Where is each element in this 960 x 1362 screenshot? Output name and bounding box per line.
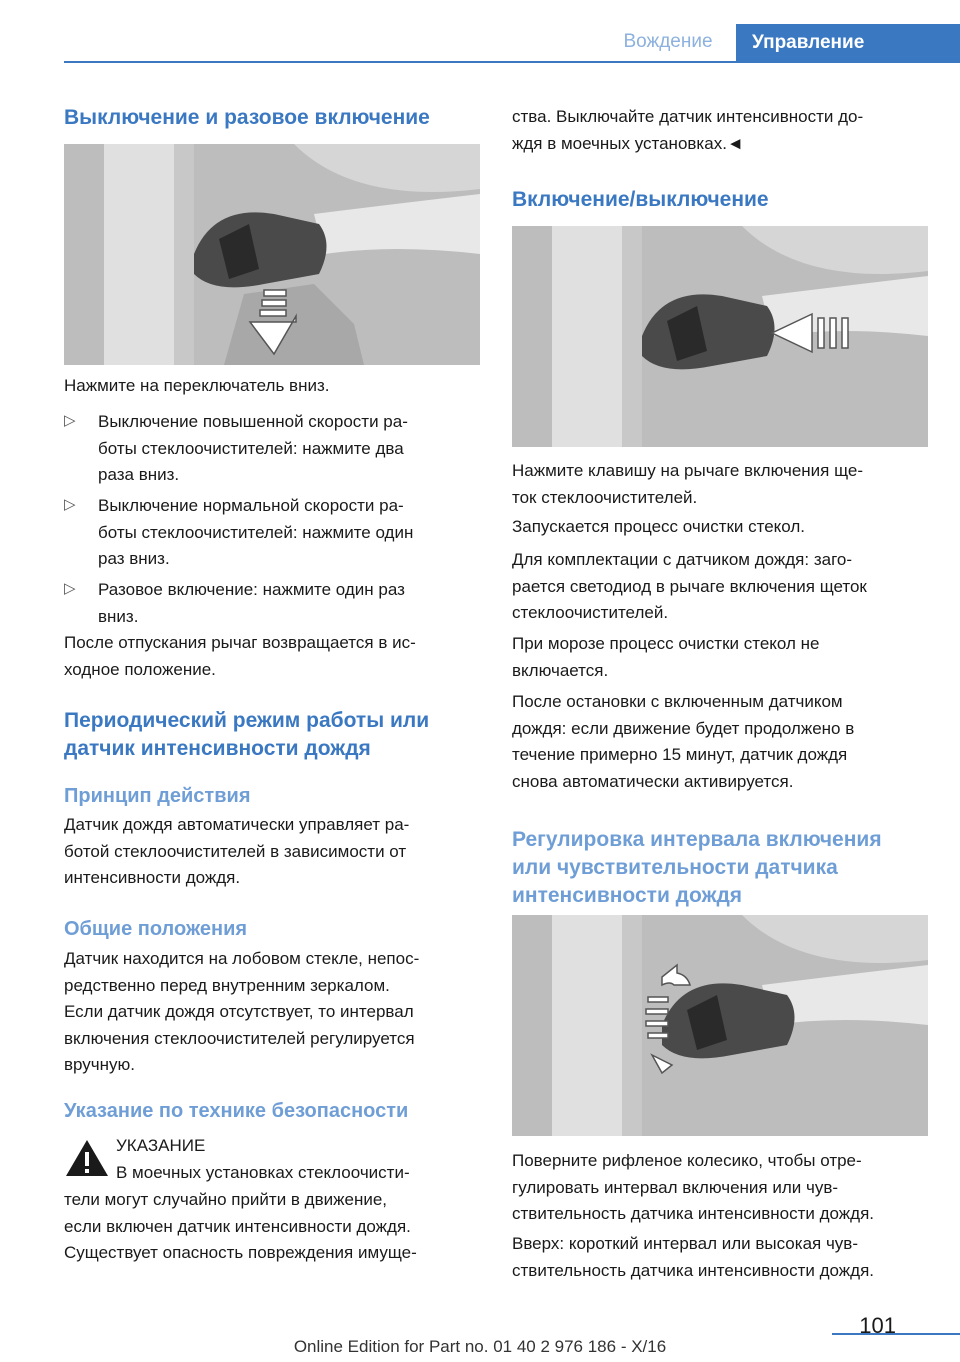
text-press-button: Нажмите клавишу на рычаге включения ще- ток стеклоочистителей. [512,461,863,507]
list-item-line: боты стеклоочистителей: нажмите два [98,438,404,458]
heading-interval-mode: Периодический режим работы или датчик интенсивности дождя [64,709,430,760]
heading-safety: Указание по технике безопасности [64,1100,409,1122]
text-principle: Датчик дождя автоматически управляет ра- ботой стеклоочистителей в зависимости от интенсивности дождя. [64,815,410,887]
text-continuation: ства. Выключайте датчик интенсивности до- ждя в моечных установках.◄ [512,107,864,153]
warning-text: тели могут случайно прийти в движение, если включен датчик интенсивности дождя. Существует опасность повреждения имуще- [64,1190,417,1262]
heading-general: Общие положения [64,918,248,940]
photo-lever-button [512,226,928,447]
list-item [64,409,480,489]
header-divider [64,61,960,63]
list-item-line: раза вниз. [98,465,180,484]
bullet-icon: ▷ [64,496,76,513]
text-cleaning-starts: Запускается процесс очистки стекол. [512,517,806,536]
footer-edition: Online Edition for Part no. 01 40 2 976 186 - X/16 [293,1337,667,1356]
list-item-line: Выключение нормальной скорости ра- [98,496,404,515]
heading-principle: Принцип действия [64,785,251,807]
photo-lever-wheel [512,915,928,1136]
text-after-stop: После остановки с включенным датчиком дождя: если движение будет продолжено в течение примерно 15 минут, датчик дождя снова автоматически активируется. [512,692,855,791]
text-up: Вверх: короткий интервал или высокая чув- ствительность датчика интенсивности дождя. [512,1234,875,1280]
photo-lever-push-down [64,144,480,365]
list-item [64,493,480,573]
text-after-release: После отпускания рычаг возвращается в ис- ходное положение. [64,633,416,679]
footer-divider [832,1333,960,1335]
bullet-icon: ▷ [64,580,76,597]
list-item-line: раз вниз. [98,549,170,568]
header-tab-controls[interactable]: Управление [736,24,960,63]
text-turn-wheel: Поверните рифленое колесико, чтобы отре- гулировать интервал включения или чув- ствительность датчика интенсивности дождя. [512,1151,875,1223]
text-press-down: Нажмите на переключатель вниз. [64,376,330,395]
warning-triangle-icon [64,1138,110,1178]
list-item [64,577,480,630]
heading-off-single: Выключение и разовое включение [64,106,430,129]
text-general: Датчик находится на лобовом стекле, непос- редственно перед внутренним зеркалом. Если датчик дождя отсутствует, то интервал включения стеклоочистителей регулируется вручную. [64,949,420,1074]
heading-on-off: Включение/выключение [512,188,769,211]
warning-line-1: В моечных установках стеклоочисти- [116,1163,410,1182]
text-frost: При морозе процесс очистки стекол не включается. [512,634,820,680]
list-item-line: боты стеклоочистителей: нажмите один [98,522,414,542]
warning-title: УКАЗАНИЕ [116,1136,206,1155]
heading-adjust: Регулировка интервала включения или чувствительности датчика интенсивности дождя [512,828,882,907]
list-item-line: Разовое включение: нажмите один раз [98,580,405,599]
page-number: 101 [859,1313,896,1338]
list-item-line: Выключение повышенной скорости ра- [98,412,408,431]
list-item-line: вниз. [98,606,139,626]
text-rain-sensor: Для комплектации с датчиком дождя: заго- рается светодиод в рычаге включения щеток стеклоочистителей. [512,550,867,622]
bullet-icon: ▷ [64,412,76,429]
header-tab-driving[interactable]: Вождение [623,31,713,52]
